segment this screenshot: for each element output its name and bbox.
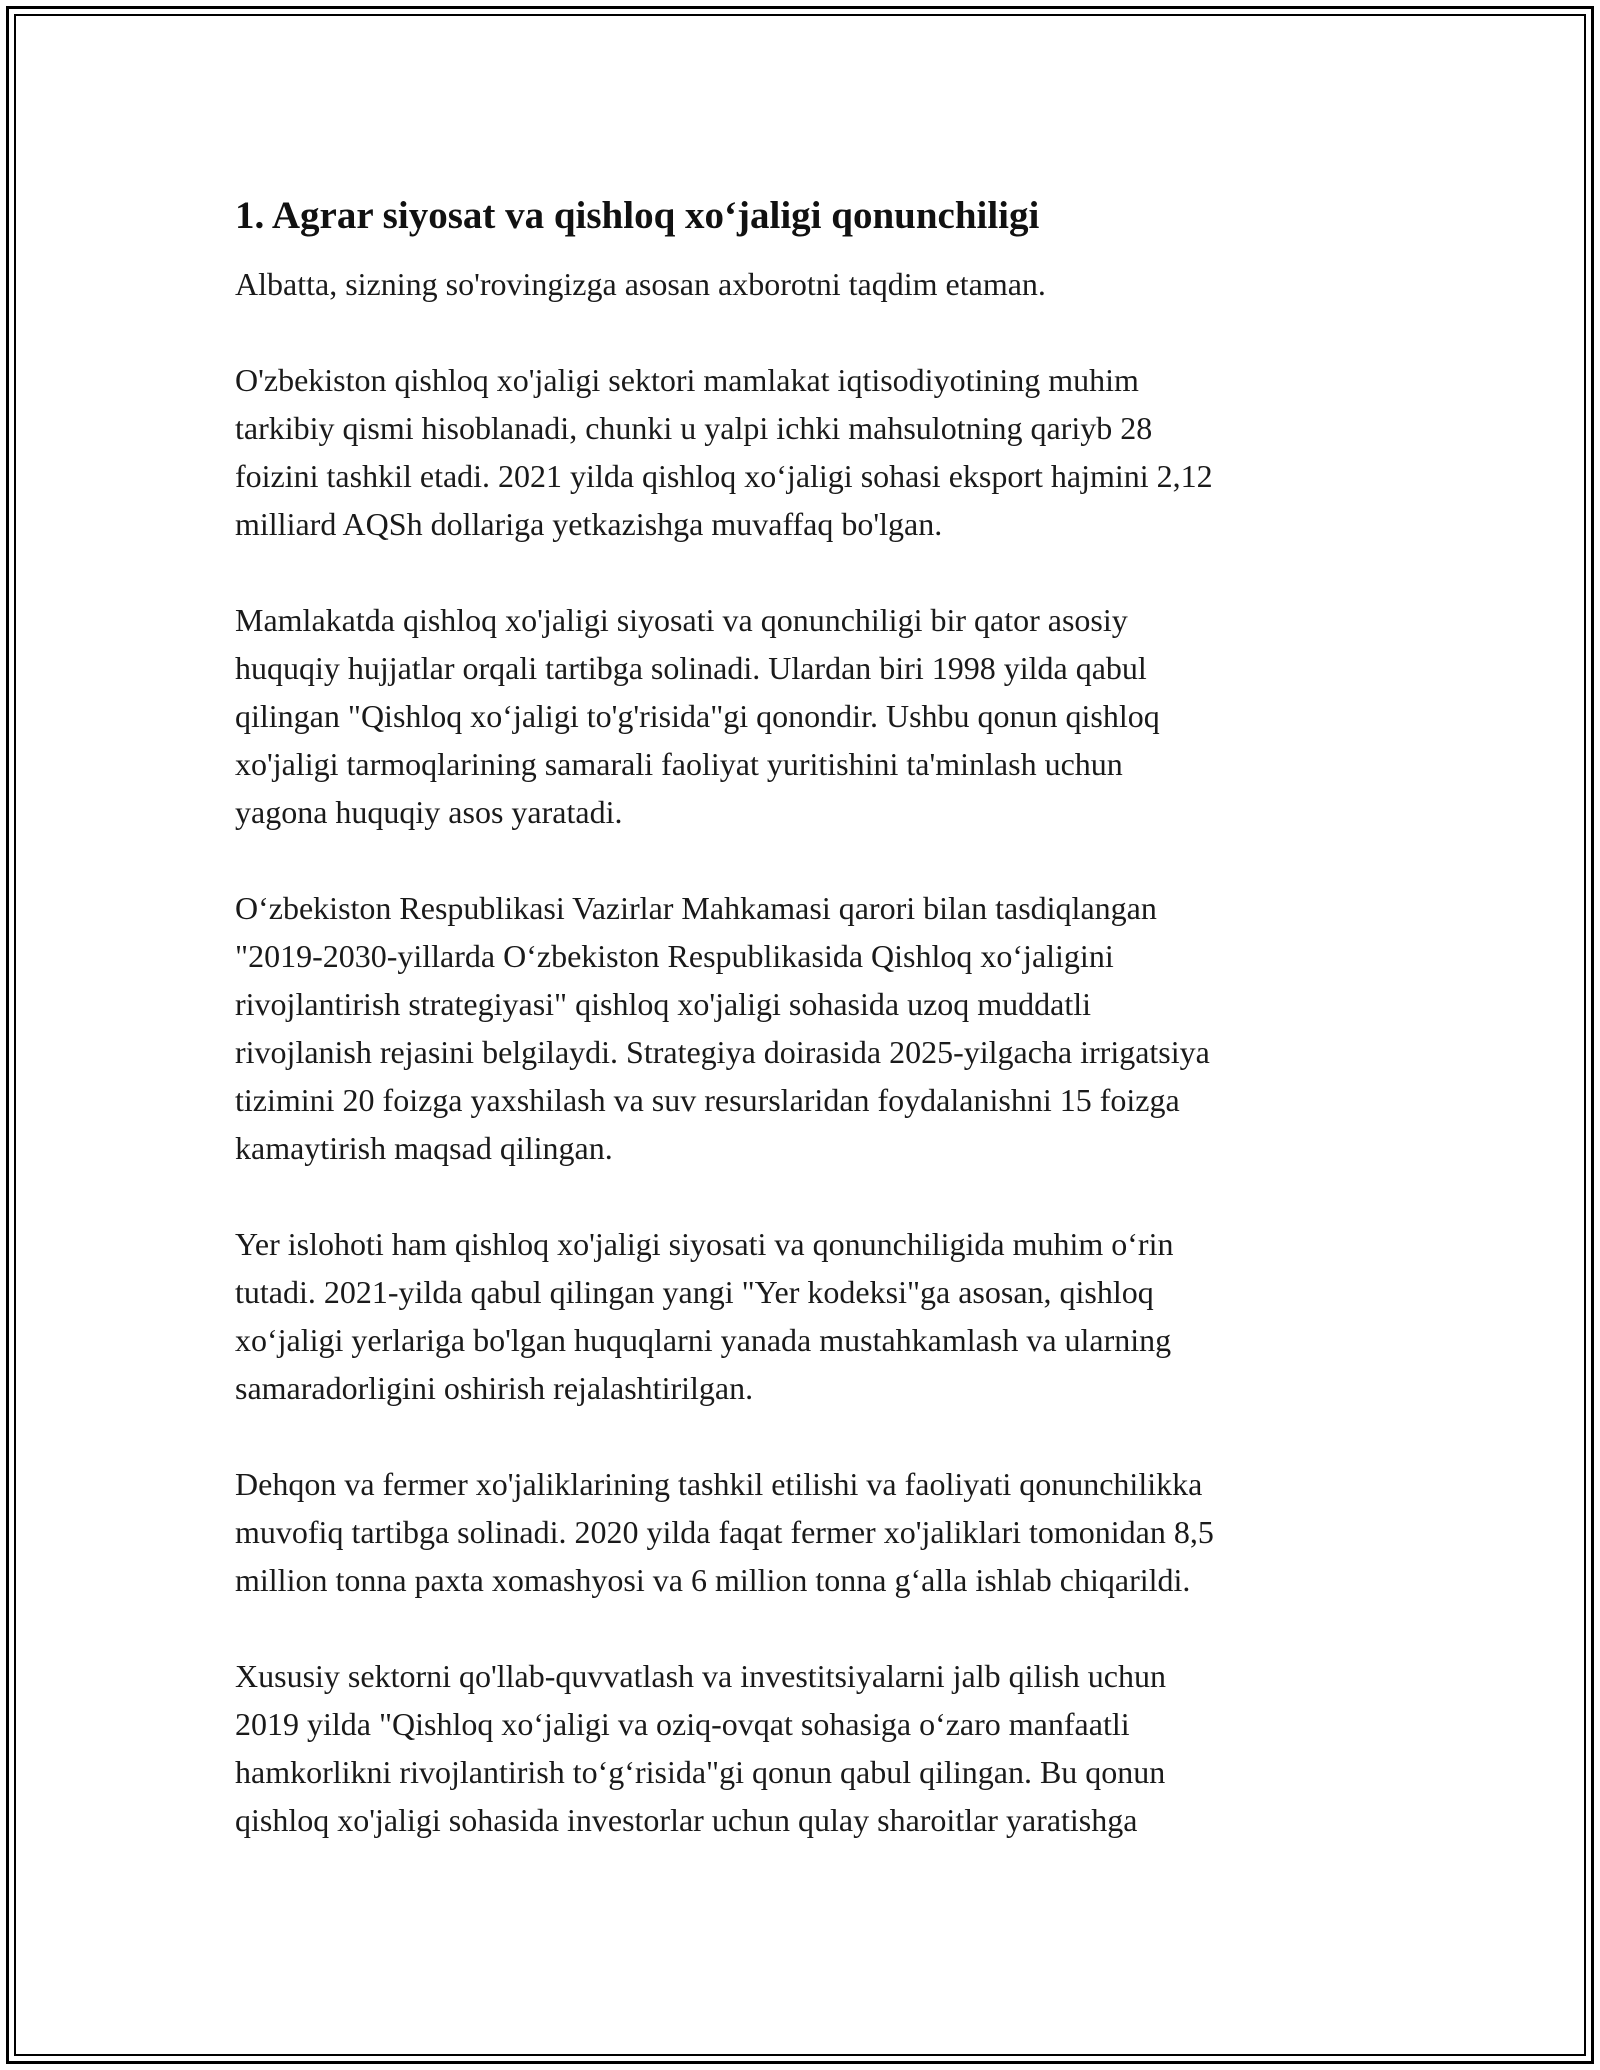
text-line: Albatta, sizning so'rovingizga asosan axborotni taqdim etaman. <box>235 266 1046 302</box>
text-line: Xususiy sektorni qo'llab-quvvatlash va investitsiyalarni jalb qilish uchun <box>235 1658 1166 1694</box>
text-line: rivojlanish rejasini belgilaydi. Strategiya doirasida 2025-yilgacha irrigatsiya <box>235 1034 1210 1070</box>
text-line: qishloq xo'jaligi sohasida investorlar uchun qulay sharoitlar yaratishga <box>235 1802 1138 1838</box>
text-line: tutadi. 2021-yilda qabul qilingan yangi "Yer kodeksi"ga asosan, qishloq <box>235 1274 1154 1310</box>
paragraph <box>235 1652 1365 1844</box>
text-line: foizini tashkil etadi. 2021 yilda qishloq xo‘jaligi sohasi eksport hajmini 2,12 <box>235 458 1213 494</box>
text-line: qilingan "Qishloq xo‘jaligi to'g'risida"gi qonondir. Ushbu qonun qishloq <box>235 698 1160 734</box>
text-line: O'zbekiston qishloq xo'jaligi sektori mamlakat iqtisodiyotining muhim <box>235 362 1139 398</box>
text-line: xo'jaligi tarmoqlarining samarali faoliyat yuritishini ta'minlash uchun <box>235 746 1123 782</box>
section-title: 1. Agrar siyosat va qishloq xo‘jaligi qonunchiligi <box>235 194 1040 237</box>
text-line: huquqiy hujjatlar orqali tartibga solinadi. Ulardan biri 1998 yilda qabul <box>235 650 1147 686</box>
document-body <box>235 188 1365 1892</box>
text-line: Dehqon va fermer xo'jaliklarining tashkil etilishi va faoliyati qonunchilikka <box>235 1466 1203 1502</box>
paragraph <box>235 884 1365 1172</box>
paragraph <box>235 356 1365 548</box>
text-line: kamaytirish maqsad qilingan. <box>235 1130 613 1166</box>
text-line: 2019 yilda "Qishloq xo‘jaligi va oziq-ovqat sohasiga o‘zaro manfaatli <box>235 1706 1130 1742</box>
text-line: hamkorlikni rivojlantirish to‘g‘risida"gi qonun qabul qilingan. Bu qonun <box>235 1754 1166 1790</box>
text-line: rivojlantirish strategiyasi" qishloq xo'jaligi sohasida uzoq muddatli <box>235 986 1092 1022</box>
text-line: million tonna paxta xomashyosi va 6 million tonna g‘alla ishlab chiqarildi. <box>235 1562 1191 1598</box>
text-line: Mamlakatda qishloq xo'jaligi siyosati va qonunchiligi bir qator asosiy <box>235 602 1128 638</box>
text-line: xo‘jaligi yerlariga bo'lgan huquqlarni yanada mustahkamlash va ularning <box>235 1322 1172 1358</box>
text-line: O‘zbekiston Respublikasi Vazirlar Mahkamasi qarori bilan tasdiqlangan <box>235 890 1157 926</box>
text-line: samaradorligini oshirish rejalashtirilgan. <box>235 1370 754 1406</box>
paragraph <box>235 260 1365 308</box>
text-line: yagona huquqiy asos yaratadi. <box>235 794 623 830</box>
text-line: "2019-2030-yillarda O‘zbekiston Respublikasida Qishloq xo‘jaligini <box>235 938 1114 974</box>
text-line: milliard AQSh dollariga yetkazishga muvaffaq bo'lgan. <box>235 506 943 542</box>
text-line: muvofiq tartibga solinadi. 2020 yilda faqat fermer xo'jaliklari tomonidan 8,5 <box>235 1514 1214 1550</box>
text-line: Yer islohoti ham qishloq xo'jaligi siyosati va qonunchiligida muhim o‘rin <box>235 1226 1174 1262</box>
paragraph <box>235 1460 1365 1604</box>
text-line: tizimini 20 foizga yaxshilash va suv resurslaridan foydalanishni 15 foizga <box>235 1082 1180 1118</box>
text-line: tarkibiy qismi hisoblanadi, chunki u yalpi ichki mahsulotning qariyb 28 <box>235 410 1153 446</box>
paragraph <box>235 1220 1365 1412</box>
paragraph <box>235 596 1365 836</box>
